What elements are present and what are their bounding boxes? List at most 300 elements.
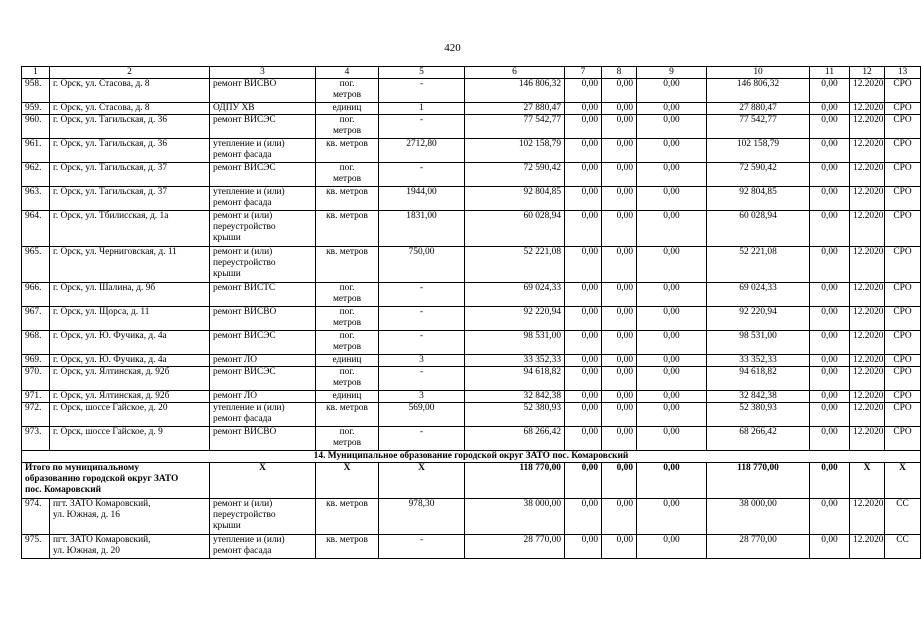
- header-cell: 12: [850, 67, 885, 79]
- cell-line: метров: [332, 438, 362, 448]
- date-cell: 12.2020: [850, 187, 885, 211]
- address-cell: [50, 283, 210, 307]
- work-type-cell: [210, 391, 316, 403]
- date-cell: 12.2020: [850, 211, 885, 247]
- address-cell: [50, 355, 210, 367]
- cell-line: метров: [332, 342, 362, 352]
- table-row: [22, 283, 921, 307]
- cost-cell: 38 000,00: [465, 499, 565, 535]
- volume-cell: -: [379, 427, 465, 451]
- cost-cell: 72 590,42: [465, 163, 565, 187]
- row-number: 968.: [22, 331, 50, 355]
- volume-cell: -: [379, 79, 465, 103]
- cell-line: г. Орск, ул. Тагильская, д. 37: [53, 187, 168, 197]
- volume-cell: 3: [379, 355, 465, 367]
- cell-line: ремонт ВИСЭС: [213, 163, 276, 173]
- cost-cell: 92 804,85: [707, 187, 810, 211]
- method-cell: СС: [885, 535, 921, 559]
- unit-cell: [316, 247, 379, 283]
- row-number: 960.: [22, 115, 50, 139]
- value-cell: 0,00: [602, 403, 637, 427]
- cell-line: пог.: [339, 331, 355, 341]
- cell-line: ремонт ВИСЭС: [213, 331, 276, 341]
- value-cell: 0,00: [565, 403, 602, 427]
- cost-cell: 77 542,77: [465, 115, 565, 139]
- table-row: [22, 355, 921, 367]
- cell-line: ремонт ВИСВО: [213, 79, 277, 89]
- value-cell: 0,00: [637, 115, 707, 139]
- value-cell: 0,00: [565, 283, 602, 307]
- date-cell: 12.2020: [850, 163, 885, 187]
- cost-cell: 77 542,77: [707, 115, 810, 139]
- value-cell: 0,00: [565, 499, 602, 535]
- work-type-cell: [210, 283, 316, 307]
- value-cell: 0,00: [810, 247, 850, 283]
- value-cell: 0,00: [602, 211, 637, 247]
- value-cell: 0,00: [637, 247, 707, 283]
- work-type-cell: [210, 211, 316, 247]
- work-type-cell: [210, 367, 316, 391]
- total-cell: X: [850, 463, 885, 499]
- cost-cell: 27 880,47: [465, 103, 565, 115]
- unit-cell: [316, 427, 379, 451]
- value-cell: 0,00: [810, 499, 850, 535]
- row-number: 967.: [22, 307, 50, 331]
- date-cell: 12.2020: [850, 103, 885, 115]
- value-cell: 0,00: [602, 163, 637, 187]
- cost-cell: 60 028,94: [707, 211, 810, 247]
- value-cell: 0,00: [810, 331, 850, 355]
- table-row: [22, 139, 921, 163]
- method-cell: СРО: [885, 187, 921, 211]
- cell-line: г. Орск, ул. Черниговская, д. 11: [53, 247, 177, 257]
- unit-cell: [316, 331, 379, 355]
- date-cell: 12.2020: [850, 367, 885, 391]
- address-cell: [50, 163, 210, 187]
- table-row: [22, 367, 921, 391]
- address-cell: [50, 139, 210, 163]
- cell-line: г. Орск, ул. Ю. Фучика, д. 4а: [53, 331, 167, 341]
- work-type-cell: [210, 535, 316, 559]
- value-cell: 0,00: [810, 403, 850, 427]
- address-cell: [50, 331, 210, 355]
- cell-line: кв. метров: [326, 211, 368, 221]
- table-row: [22, 403, 921, 427]
- value-cell: 0,00: [565, 535, 602, 559]
- cost-cell: 33 352,33: [707, 355, 810, 367]
- value-cell: 0,00: [637, 187, 707, 211]
- cell-line: ремонт ВИСВО: [213, 307, 277, 317]
- cell-line: ремонт и (или): [213, 499, 273, 509]
- value-cell: 0,00: [565, 163, 602, 187]
- cell-line: ОДПУ ХВ: [213, 103, 255, 113]
- unit-cell: [316, 163, 379, 187]
- cell-line: г. Орск, ул. Тагильская, д. 36: [53, 115, 168, 125]
- value-cell: 0,00: [565, 355, 602, 367]
- method-cell: СРО: [885, 403, 921, 427]
- cell-line: пог.: [339, 427, 355, 437]
- method-cell: СРО: [885, 79, 921, 103]
- method-cell: СС: [885, 499, 921, 535]
- cell-line: ремонт фасада: [213, 150, 272, 160]
- cell-line: переустройство: [213, 222, 276, 232]
- method-cell: СРО: [885, 391, 921, 403]
- table-row: [22, 499, 921, 535]
- value-cell: 0,00: [565, 115, 602, 139]
- table-row: [22, 427, 921, 451]
- capital-repair-table: [21, 66, 921, 559]
- value-cell: 0,00: [602, 187, 637, 211]
- address-cell: [50, 115, 210, 139]
- value-cell: 0,00: [565, 307, 602, 331]
- total-cell: 0,00: [602, 463, 637, 499]
- cell-line: кв. метров: [326, 187, 368, 197]
- cell-line: крыши: [213, 269, 241, 279]
- method-cell: СРО: [885, 331, 921, 355]
- value-cell: 0,00: [810, 103, 850, 115]
- value-cell: 0,00: [565, 247, 602, 283]
- header-cell: 4: [316, 67, 379, 79]
- row-number: 959.: [22, 103, 50, 115]
- table-row: [22, 247, 921, 283]
- cell-line: пог.: [339, 163, 355, 173]
- unit-cell: [316, 367, 379, 391]
- value-cell: 0,00: [565, 331, 602, 355]
- value-cell: 0,00: [637, 355, 707, 367]
- cost-cell: 28 770,00: [465, 535, 565, 559]
- value-cell: 0,00: [602, 79, 637, 103]
- table-body: [22, 67, 921, 559]
- header-cell: 2: [50, 67, 210, 79]
- header-cell: 1: [22, 67, 50, 79]
- cost-cell: 32 842,38: [465, 391, 565, 403]
- unit-cell: [316, 211, 379, 247]
- total-cell: 0,00: [637, 463, 707, 499]
- value-cell: 0,00: [565, 391, 602, 403]
- row-number: 970.: [22, 367, 50, 391]
- cell-line: ремонт и (или): [213, 247, 273, 257]
- row-number: 975.: [22, 535, 50, 559]
- header-cell: 6: [465, 67, 565, 79]
- cell-line: метров: [332, 174, 362, 184]
- cost-cell: 27 880,47: [707, 103, 810, 115]
- cell-line: ремонт фасада: [213, 546, 272, 556]
- cell-line: кв. метров: [326, 247, 368, 257]
- row-number: 974.: [22, 499, 50, 535]
- cost-cell: 52 221,08: [465, 247, 565, 283]
- table-row: [22, 535, 921, 559]
- table-row: [22, 79, 921, 103]
- value-cell: 0,00: [637, 535, 707, 559]
- cell-line: пос. Комаровский: [25, 485, 101, 495]
- total-cell: 0,00: [810, 463, 850, 499]
- cell-line: г. Орск, ул. Ялтинская, д. 92б: [53, 367, 170, 377]
- method-cell: СРО: [885, 427, 921, 451]
- value-cell: 0,00: [602, 247, 637, 283]
- method-cell: СРО: [885, 211, 921, 247]
- address-cell: [50, 391, 210, 403]
- date-cell: 12.2020: [850, 391, 885, 403]
- value-cell: 0,00: [602, 391, 637, 403]
- table-row: [22, 391, 921, 403]
- row-number: 972.: [22, 403, 50, 427]
- cell-line: ремонт ВИСВО: [213, 427, 277, 437]
- cell-line: г. Орск, ул. Щорса, д. 11: [53, 307, 150, 317]
- cost-cell: 52 221,08: [707, 247, 810, 283]
- header-cell: 10: [707, 67, 810, 79]
- header-cell: 7: [565, 67, 602, 79]
- value-cell: 0,00: [637, 367, 707, 391]
- total-cell: X: [379, 463, 465, 499]
- volume-cell: -: [379, 283, 465, 307]
- cell-line: образованию городской округ ЗАТО: [25, 474, 179, 484]
- method-cell: СРО: [885, 139, 921, 163]
- cell-line: кв. метров: [326, 139, 368, 149]
- cell-line: г. Орск, ул. Стасова, д. 8: [53, 79, 150, 89]
- value-cell: 0,00: [810, 283, 850, 307]
- volume-cell: -: [379, 307, 465, 331]
- address-cell: [50, 307, 210, 331]
- volume-cell: 569,00: [379, 403, 465, 427]
- cost-cell: 146 806,32: [465, 79, 565, 103]
- cost-cell: 33 352,33: [465, 355, 565, 367]
- cell-line: г. Орск, ул. Тагильская, д. 37: [53, 163, 168, 173]
- work-type-cell: [210, 247, 316, 283]
- work-type-cell: [210, 163, 316, 187]
- value-cell: 0,00: [810, 391, 850, 403]
- unit-cell: [316, 187, 379, 211]
- total-cell: 0,00: [565, 463, 602, 499]
- cell-line: пгт. ЗАТО Комаровский,: [53, 499, 151, 509]
- volume-cell: -: [379, 115, 465, 139]
- row-number: 966.: [22, 283, 50, 307]
- total-cell: X: [316, 463, 379, 499]
- cell-line: кв. метров: [326, 403, 368, 413]
- total-label: [22, 463, 210, 499]
- work-type-cell: [210, 427, 316, 451]
- work-type-cell: [210, 355, 316, 367]
- header-cell: 9: [637, 67, 707, 79]
- row-number: 969.: [22, 355, 50, 367]
- work-type-cell: [210, 115, 316, 139]
- unit-cell: [316, 139, 379, 163]
- cell-line: г. Орск, ул. Ю. Фучика, д. 4а: [53, 355, 167, 365]
- value-cell: 0,00: [602, 367, 637, 391]
- cell-line: г. Орск, ул. Тагильская, д. 36: [53, 139, 168, 149]
- work-type-cell: [210, 103, 316, 115]
- date-cell: 12.2020: [850, 403, 885, 427]
- total-cell: X: [885, 463, 921, 499]
- section-title: 14. Муниципальное образование городской округ ЗАТО пос. Комаровский: [22, 451, 921, 463]
- value-cell: 0,00: [565, 79, 602, 103]
- address-cell: [50, 211, 210, 247]
- row-number: 971.: [22, 391, 50, 403]
- table-row: [22, 103, 921, 115]
- value-cell: 0,00: [637, 139, 707, 163]
- cost-cell: 68 266,42: [465, 427, 565, 451]
- volume-cell: 2712,80: [379, 139, 465, 163]
- cell-line: кв. метров: [326, 535, 368, 545]
- value-cell: 0,00: [810, 211, 850, 247]
- unit-cell: [316, 103, 379, 115]
- cell-line: пог.: [339, 79, 355, 89]
- cell-line: метров: [332, 318, 362, 328]
- value-cell: 0,00: [810, 535, 850, 559]
- value-cell: 0,00: [602, 103, 637, 115]
- address-cell: [50, 427, 210, 451]
- table-row: [22, 163, 921, 187]
- cell-line: г. Орск, ул. Ялтинская, д. 92б: [53, 391, 170, 401]
- date-cell: 12.2020: [850, 79, 885, 103]
- row-number: 965.: [22, 247, 50, 283]
- unit-cell: [316, 307, 379, 331]
- header-cell: 3: [210, 67, 316, 79]
- cost-cell: 92 220,94: [465, 307, 565, 331]
- cost-cell: 92 220,94: [707, 307, 810, 331]
- unit-cell: [316, 403, 379, 427]
- value-cell: 0,00: [810, 79, 850, 103]
- table-row: [22, 211, 921, 247]
- unit-cell: [316, 115, 379, 139]
- header-cell: 5: [379, 67, 465, 79]
- cost-cell: 72 590,42: [707, 163, 810, 187]
- value-cell: 0,00: [602, 139, 637, 163]
- cell-line: г. Орск, шоссе Гайское, д. 20: [53, 403, 168, 413]
- value-cell: 0,00: [637, 163, 707, 187]
- table-row: [22, 115, 921, 139]
- volume-cell: 1831,00: [379, 211, 465, 247]
- address-cell: [50, 247, 210, 283]
- cost-cell: 52 380,93: [707, 403, 810, 427]
- volume-cell: 978,30: [379, 499, 465, 535]
- value-cell: 0,00: [810, 427, 850, 451]
- work-type-cell: [210, 187, 316, 211]
- cost-cell: 94 618,82: [707, 367, 810, 391]
- cell-line: ремонт ЛО: [213, 355, 258, 365]
- value-cell: 0,00: [637, 211, 707, 247]
- cost-cell: 102 158,79: [465, 139, 565, 163]
- cell-line: переустройство: [213, 258, 276, 268]
- unit-cell: [316, 79, 379, 103]
- cell-line: пог.: [339, 367, 355, 377]
- volume-cell: 1944,00: [379, 187, 465, 211]
- cell-line: ремонт и (или): [213, 211, 273, 221]
- header-row: [22, 67, 921, 79]
- method-cell: СРО: [885, 307, 921, 331]
- cost-cell: 98 531,00: [465, 331, 565, 355]
- date-cell: 12.2020: [850, 307, 885, 331]
- cell-line: крыши: [213, 521, 241, 531]
- cell-line: пог.: [339, 283, 355, 293]
- value-cell: 0,00: [602, 115, 637, 139]
- cost-cell: 68 266,42: [707, 427, 810, 451]
- value-cell: 0,00: [602, 355, 637, 367]
- cell-line: пог.: [339, 115, 355, 125]
- value-cell: 0,00: [810, 355, 850, 367]
- value-cell: 0,00: [602, 307, 637, 331]
- cost-cell: 38 000,00: [707, 499, 810, 535]
- value-cell: 0,00: [810, 367, 850, 391]
- value-cell: 0,00: [602, 331, 637, 355]
- work-type-cell: [210, 499, 316, 535]
- value-cell: 0,00: [565, 103, 602, 115]
- value-cell: 0,00: [565, 211, 602, 247]
- value-cell: 0,00: [637, 103, 707, 115]
- cost-cell: 69 024,33: [465, 283, 565, 307]
- method-cell: СРО: [885, 355, 921, 367]
- work-type-cell: [210, 79, 316, 103]
- cell-line: метров: [332, 378, 362, 388]
- cell-line: единиц: [332, 391, 362, 401]
- value-cell: 0,00: [810, 115, 850, 139]
- date-cell: 12.2020: [850, 355, 885, 367]
- row-number: 958.: [22, 79, 50, 103]
- cell-line: утепление и (или): [213, 535, 285, 545]
- cost-cell: 28 770,00: [707, 535, 810, 559]
- value-cell: 0,00: [810, 163, 850, 187]
- value-cell: 0,00: [602, 499, 637, 535]
- cell-line: г. Орск, ул. Тбилисская, д. 1а: [53, 211, 169, 221]
- cell-line: крыши: [213, 233, 241, 243]
- unit-cell: [316, 391, 379, 403]
- volume-cell: -: [379, 331, 465, 355]
- cell-line: Итого по муниципальному: [25, 463, 140, 473]
- total-row: [22, 463, 921, 499]
- cell-line: ремонт ВИСТС: [213, 283, 276, 293]
- cell-line: ремонт ВИСЭС: [213, 115, 276, 125]
- address-cell: [50, 79, 210, 103]
- header-cell: 8: [602, 67, 637, 79]
- cell-line: утепление и (или): [213, 187, 285, 197]
- cell-line: утепление и (или): [213, 403, 285, 413]
- date-cell: 12.2020: [850, 331, 885, 355]
- header-cell: 11: [810, 67, 850, 79]
- address-cell: [50, 499, 210, 535]
- cost-cell: 60 028,94: [465, 211, 565, 247]
- work-type-cell: [210, 307, 316, 331]
- work-type-cell: [210, 403, 316, 427]
- cell-line: г. Орск, шоссе Гайское, д. 9: [53, 427, 163, 437]
- work-type-cell: [210, 139, 316, 163]
- address-cell: [50, 103, 210, 115]
- address-cell: [50, 367, 210, 391]
- cost-cell: 102 158,79: [707, 139, 810, 163]
- cost-cell: 52 380,93: [465, 403, 565, 427]
- cost-cell: 32 842,38: [707, 391, 810, 403]
- cell-line: ремонт фасада: [213, 414, 272, 424]
- row-number: 973.: [22, 427, 50, 451]
- page-number: 420: [444, 42, 461, 54]
- date-cell: 12.2020: [850, 499, 885, 535]
- header-cell: 13: [885, 67, 921, 79]
- value-cell: 0,00: [637, 391, 707, 403]
- value-cell: 0,00: [810, 187, 850, 211]
- cell-line: переустройство: [213, 510, 276, 520]
- value-cell: 0,00: [637, 307, 707, 331]
- unit-cell: [316, 535, 379, 559]
- work-type-cell: [210, 331, 316, 355]
- cell-line: ремонт фасада: [213, 198, 272, 208]
- row-number: 964.: [22, 211, 50, 247]
- section-row: [22, 451, 921, 463]
- cell-line: г. Орск, ул. Шалина, д. 9б: [53, 283, 156, 293]
- cell-line: метров: [332, 90, 362, 100]
- cell-line: единиц: [332, 355, 362, 365]
- unit-cell: [316, 499, 379, 535]
- value-cell: 0,00: [637, 331, 707, 355]
- date-cell: 12.2020: [850, 139, 885, 163]
- value-cell: 0,00: [810, 139, 850, 163]
